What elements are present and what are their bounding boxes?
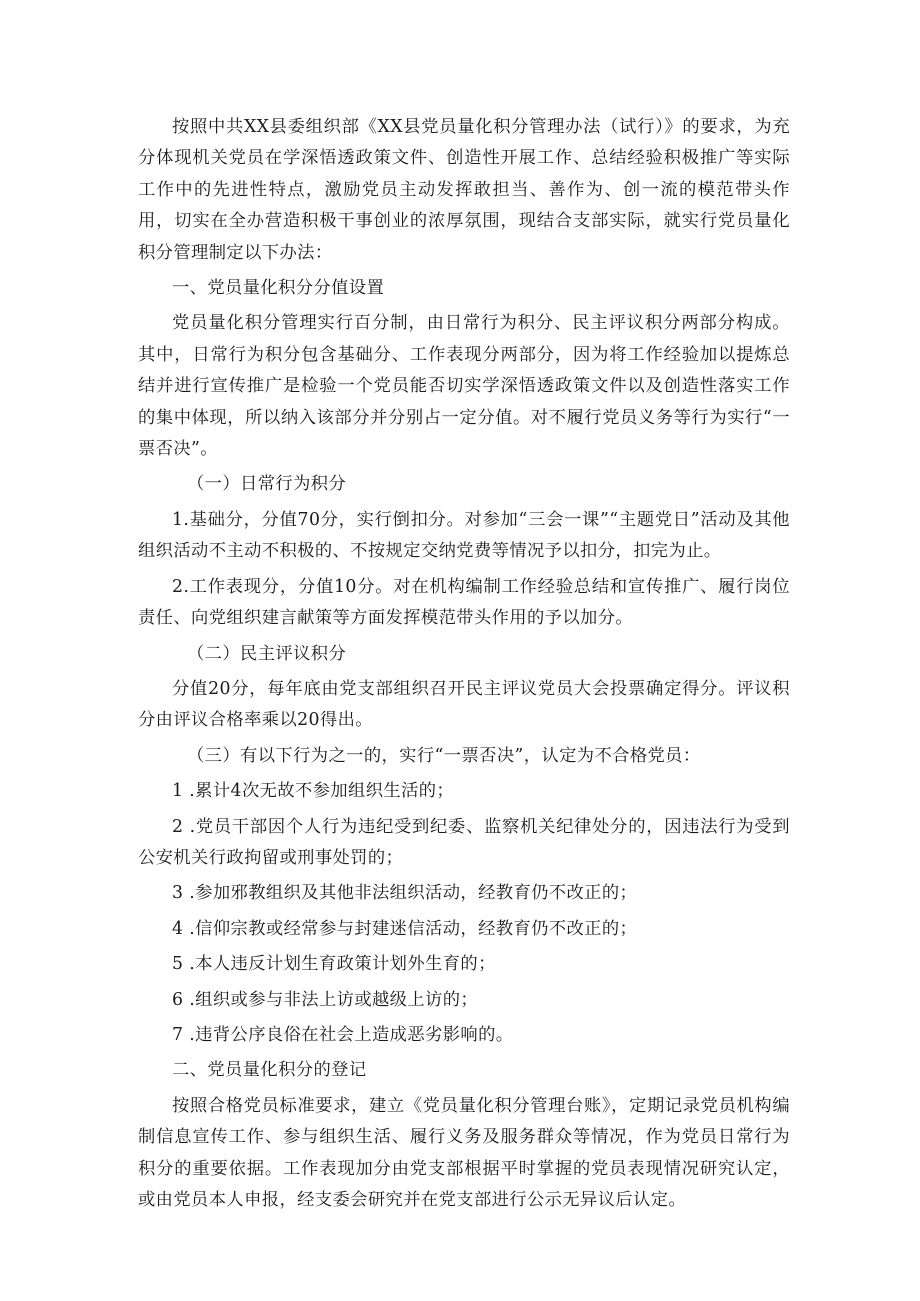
veto-item: 1 .累计4次无故不参加组织生活的； (172, 781, 455, 802)
subsection-heading-3: （三）有以下行为之一的，实行“一票否决”，认定为不合格党员： (187, 745, 701, 766)
veto-item: 6 .组织或参与非法上访或越级上访的； (172, 989, 479, 1010)
subsection-heading-2: （二）民主评议积分 (187, 643, 347, 664)
paragraph: 按照合格党员标准要求，建立《党员量化积分管理台账》，定期记录党员机构编制信息宣传工作、参与组织生活、履行义务及服务群众等情况，作为党员日常行为积分的重要依据。工作表现加分由党支部根据平时掌握的党员表现情况研究认定，或由党员本人申报，经支委会研究并在党支部进行公示无异议后认定。 (138, 1095, 790, 1210)
veto-item: 4 .信仰宗教或经常参与封建迷信活动，经教育仍不改正的； (172, 918, 638, 939)
section-heading-2: 二、党员量化积分的登记 (172, 1060, 367, 1081)
veto-item: 2 .党员干部因个人行为违纪受到纪委、监察机关纪律处分的，因违法行为受到公安机关行政拘留或刑事处罚的； (138, 816, 790, 868)
veto-item: 7 .违背公序良俗在社会上造成恶劣影响的。 (172, 1024, 514, 1045)
intro-paragraph: 按照中共XX县委组织部《XX县党员量化积分管理办法（试行）》的要求，为充分体现机关党员在学深悟透政策文件、创造性开展工作、总结经验积极推广等实际工作中的先进性特点，激励党员主动发挥敢担当、善作为、创一流的模范带头作用，切实在全办营造积极干事创业的浓厚氛围，现结合支部实际，就实行党员量化积分管理制定以下办法： (138, 117, 790, 263)
paragraph: 党员量化积分管理实行百分制，由日常行为积分、民主评议积分两部分构成。其中，日常行为积分包含基础分、工作表现分两部分，因为将工作经验加以提炼总结并进行宣传推广是检验一个党员能否切实学深悟透政策文件以及创造性落实工作的集中体现，所以纳入该部分并分别占一定分值。对不履行党员义务等行为实行“一票否决”。 (138, 313, 790, 460)
veto-item: 5 .本人违反计划生育政策计划外生育的； (172, 954, 496, 975)
paragraph: 分值20分，每年底由党支部组织召开民主评议党员大会投票确定得分。评议积分由评议合格率乘以20得出。 (138, 678, 790, 731)
section-heading-1: 一、党员量化积分分值设置 (172, 278, 385, 299)
veto-item: 3 .参加邪教组织及其他非法组织活动，经教育仍不改正的； (172, 883, 638, 904)
list-item: 2.工作表现分，分值10分。对在机构编制工作经验总结和宣传推广、履行岗位责任、向党组织建言献策等方面发挥模范带头作用的予以加分。 (138, 576, 790, 629)
list-item: 1.基础分，分值70分，实行倒扣分。对参加“三会一课”“主题党日”活动及其他组织活动不主动不积极的、不按规定交纳党费等情况予以扣分，扣完为止。 (138, 509, 790, 562)
document-body (138, 112, 790, 1220)
subsection-heading-1: （一）日常行为积分 (187, 474, 347, 495)
